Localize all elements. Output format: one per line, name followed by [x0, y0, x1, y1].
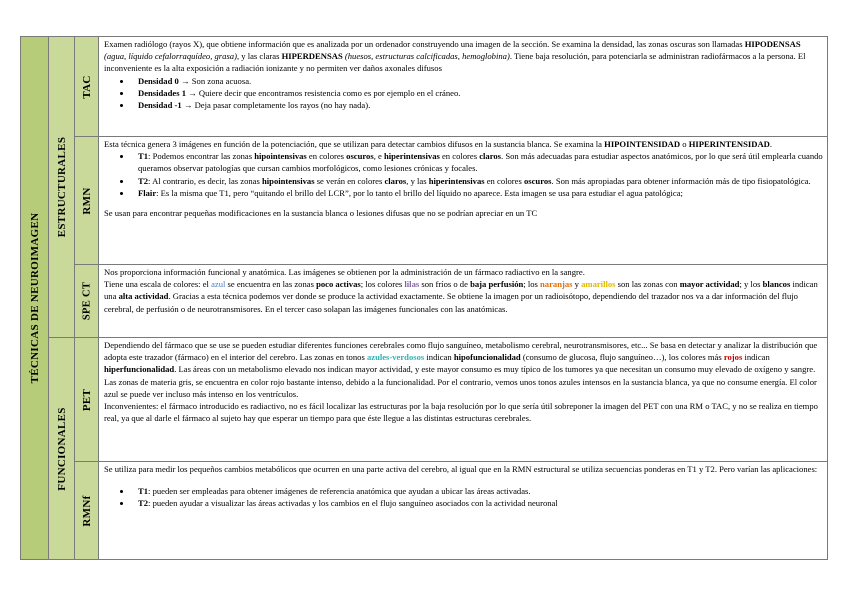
- rmnf-content: [99, 462, 828, 560]
- rmnf-label-cell: [75, 462, 99, 560]
- functional-group-label: FUNCIONALES: [55, 406, 68, 491]
- rmn-sequence-list: [104, 150, 823, 199]
- list-item: • T1: pueden ser empleadas para obtener imágenes de referencia anatómica que ayudan a ubicar las áreas activadas.: [132, 485, 823, 497]
- rmnf-paragraph: Se utiliza para medir los pequeños cambios metabólicos que ocurren en una parte activa del cerebro, al igual que en la RMN estructural se utiliza secuencias ponderas en T1 y T2. Pero varían las aplicaciones:: [104, 464, 818, 474]
- arrow-right-icon: →: [183, 100, 193, 111]
- list-item: • Densidad 0 → Son zona acuosa.: [132, 75, 823, 87]
- neuroimaging-table: [20, 36, 828, 560]
- functional-group-cell: [49, 338, 75, 560]
- rmn-label: RMN: [80, 186, 93, 215]
- pet-label-cell: [75, 338, 99, 462]
- list-item: • T2: Al contrario, es decir, las zonas hipointensivas se verán en colores claros, y las hiperintensivas en colores oscuros. Son más apropiadas para obtener información más de tipo fisiopatológica.: [132, 175, 823, 187]
- tac-paragraph: Examen radiólogo (rayos X), que obtiene información que es analizada por un ordenador construyendo una imagen de la sección. Se examina la densidad, las zonas oscuras son llamadas HIPODENSAS (agua, líquido cefalorraquídeo, grasa), y las claras HIPERDENSAS (huesos, estructuras calcificadas, hemoglobina). Tiene baja resolución, para potenciarla se administran radiofármacos a la persona. El inconveniente es la alta exposición a radiación ionizante y no permiten ver daños axonales difusos: [104, 39, 806, 74]
- list-item: • Flair: Es la misma que T1, pero “quitando el brillo del LCR”, por lo tanto el brillo del líquido no aparece. Esta imagen se usa para estudiar el agua patológica;: [132, 187, 823, 199]
- rmn-content: [99, 137, 828, 265]
- pet-paragraph-2: Inconvenientes: el fármaco introducido es radiactivo, no es fácil localizar las estructuras por la baja resolución por lo que sería útil sobreponer la imagen del PET con una RM o TAC, y no se realiza en tiempo real, ya que al darle el fármaco al sujeto hay que esperar un tiempo para que éste llegue a las distintas estructuras cerebrales.: [104, 401, 818, 424]
- rmn-label-cell: [75, 137, 99, 265]
- list-item: • T1: Podemos encontrar las zonas hipointensivas en colores oscuros, e hiperintensivas en colores claros. Son más adecuadas para estudiar aspectos anatómicos, por lo que será útil emplearla cuando queramos observar patologías que cursan cambios morfológicos, como lesiones crónicas y focales.: [132, 150, 823, 174]
- tac-label: TAC: [80, 74, 93, 99]
- rmn-paragraph: Esta técnica genera 3 imágenes en función de la potenciación, que se utilizan para detectar cambios difusos en la sustancia blanca. Se examina la HIPOINTENSIDAD o HIPERINTENSIDAD.: [104, 139, 773, 149]
- spect-label: SPE CT: [81, 281, 92, 321]
- list-item: • Densidad -1 → Deja pasar completamente los rayos (no hay nada).: [132, 99, 823, 111]
- spect-paragraph-2: Tiene una escala de colores: el azul se encuentra en las zonas poco activas; los colores lilas son fríos o de baja perfusión; los naranjas y amarillos son las zonas con mayor actividad; y los blancos indican una alta actividad. Gracias a esta técnica podemos ver donde se produce la actividad exactamente. Se obtiene la imagen por un radioisótopo, dependiendo del trazador nos va a dar información del flujo cerebral, de perfusión o de neurotransmisores. En el tercer caso solapan las imágenes funcionales con las anatómicas.: [104, 279, 818, 314]
- tac-content: [99, 37, 828, 137]
- tac-label-cell: [75, 37, 99, 137]
- rmnf-label: RMNf: [80, 494, 93, 527]
- pet-content: [99, 338, 828, 462]
- pet-paragraph-1: Dependiendo del fármaco que se use se pueden estudiar diferentes funciones cerebrales como flujo sanguíneo, metabolismo cerebral, neurotransmisores, etc... Se basa en detectar y analizar la distribución que adopta este trazador (fármaco) en el interior del cerebro. Las zonas en tonos azules-verdosos indican hipofuncionalidad (consumo de glucosa, flujo sanguíneo…), los colores más rojos indican hiperfuncionalidad. Las áreas con un metabolismo elevado nos indican mayor actividad, y este mayor consumo es muy típico de los tumores ya que necesitan un consumo muy elevado de oxígeno y sangre. Las zonas de materia gris, se encuentra en color rojo bastante intenso, debido a la funcionalidad. Por el contrario, vemos unos tonos azules intensos en la sustancia blanca, ya que no consume energía. El color azul se puede ver incluso más intenso en los ventrículos.: [104, 340, 818, 399]
- rmn-footer: Se usan para encontrar pequeñas modificaciones en la sustancia blanca o lesiones difusas que no se podrían apreciar en un TC: [104, 208, 538, 219]
- arrow-right-icon: →: [181, 75, 190, 86]
- arrow-right-icon: →: [188, 87, 197, 98]
- main-title: TÉCNICAS DE NEUROIMAGEN: [28, 212, 41, 384]
- main-title-cell: [21, 37, 49, 560]
- structural-group-cell: [49, 37, 75, 338]
- structural-group-label: ESTRUCTURALES: [55, 136, 68, 238]
- spect-paragraph-1: Nos proporciona información funcional y anatómica. Las imágenes se obtienen por la administración de un fármaco radiactivo en la sangre.: [104, 267, 585, 277]
- pet-label: PET: [80, 388, 93, 411]
- rmnf-sequence-list: [104, 485, 823, 509]
- list-item: • T2: pueden ayudar a visualizar las áreas activadas y los cambios en el flujo sanguíneo asociados con la actividad neuronal: [132, 497, 823, 509]
- tac-density-list: [104, 75, 823, 112]
- spect-content: [99, 265, 828, 338]
- spect-label-cell: [75, 265, 99, 338]
- list-item: • Densidades 1 → Quiere decir que encontramos resistencia como es por ejemplo en el cráneo.: [132, 87, 823, 99]
